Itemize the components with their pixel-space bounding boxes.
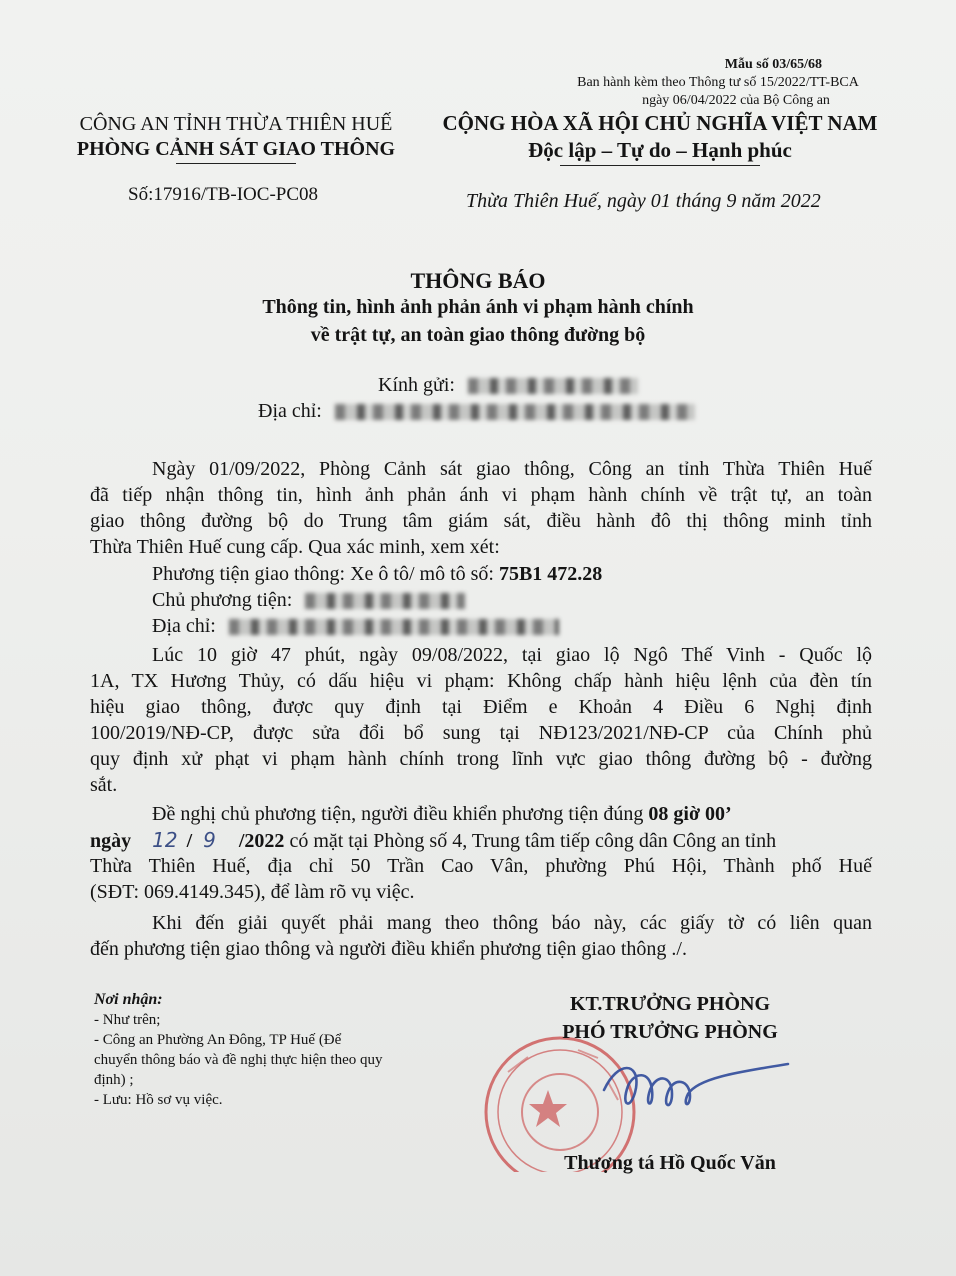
redacted-owner-address [229, 619, 559, 635]
receiver-item: - Như trên; [94, 1012, 161, 1028]
redacted-recipient-name [468, 378, 638, 394]
signer-name: Thượng tá Hồ Quốc Văn [564, 1152, 776, 1174]
p3-line2-text: có mặt tại Phòng số 4, Trung tâm tiếp công dân Công an tỉnh [284, 830, 777, 852]
body-p3-line4: (SĐT: 069.4149.345), để làm rõ vụ việc. [90, 881, 415, 903]
signature-line1: KT.TRƯỞNG PHÒNG [570, 993, 770, 1015]
owner-label: Chủ phương tiện: [152, 589, 293, 611]
body-p4-line1: Khi đến giải quyết phải mang theo thông báo này, các giấy tờ có liên quan [152, 912, 872, 934]
receiver-item: định) ; [94, 1072, 134, 1088]
agency-parent: CÔNG AN TỈNH THỪA THIÊN HUẾ [79, 113, 393, 135]
national-motto: Độc lập – Tự do – Hạnh phúc [528, 138, 792, 162]
form-number-block [556, 56, 880, 110]
p3-line1-text: Đề nghị chủ phương tiện, người điều khiển phương tiện đúng [152, 803, 649, 825]
owner-line [152, 587, 872, 613]
agency-header [60, 112, 412, 164]
body-p2-line4: 100/2019/NĐ-CP, được sửa đổi bổ sung tại NĐ123/2021/NĐ-CP của Chính phủ [90, 722, 872, 744]
body-p2-line1: Lúc 10 giờ 47 phút, ngày 09/08/2022, tại giao lộ Ngô Thế Vinh - Quốc lộ [152, 644, 872, 666]
appointment-month-handwritten: 9 [203, 828, 216, 852]
body-p1-line3: giao thông đường bộ do Trung tâm giám sát, điều hành đô thị thông minh tỉnh [90, 510, 872, 532]
body-p1-line2: đã tiếp nhận thông tin, hình ảnh phản ánh vi phạm hành chính về trật tự, an toàn [90, 484, 872, 506]
body-p2-line6: sắt. [90, 774, 118, 796]
body-p1-line4: Thừa Thiên Huế cung cấp. Qua xác minh, xem xét: [90, 536, 500, 558]
body-p4-line2: đến phương tiện giao thông và người điều khiển phương tiện giao thông ./. [90, 938, 687, 960]
handwritten-signature-icon [598, 1050, 798, 1130]
body-p2-line3: hiệu giao thông, được quy định tại Điểm e Khoản 4 Điều 6 Nghị định [90, 696, 872, 718]
recipient-address-label: Địa chỉ: [258, 400, 322, 422]
national-title: CỘNG HÒA XÃ HỘI CHỦ NGHĨA VIỆT NAM [442, 111, 878, 135]
owner-address-line [152, 613, 872, 639]
body-p3-line2: ngày 12 / 9 /2022 có mặt tại Phòng số 4, Trung tâm tiếp công dân Công an tỉnh [90, 828, 777, 852]
receiver-item: - Công an Phường An Đông, TP Huế (Để [94, 1032, 342, 1048]
appointment-day-handwritten: 12 [152, 828, 178, 852]
document-number: Số:17916/TB-IOC-PC08 [128, 184, 319, 205]
place-date: Thừa Thiên Huế, ngày 01 tháng 9 năm 2022 [466, 190, 821, 212]
signature-heading [510, 990, 830, 1046]
redacted-owner-name [305, 593, 465, 609]
body-p3-line3: Thừa Thiên Huế, địa chỉ 50 Trần Cao Vân, phường Phú Hội, Thành phố Huế [90, 855, 872, 877]
receivers-title: Nơi nhận: [94, 991, 163, 1008]
recipient-to [378, 374, 638, 397]
form-number: Mẫu số 03/65/68 [724, 57, 822, 72]
appointment-ngay: ngày [90, 830, 132, 852]
redacted-recipient-address [335, 404, 695, 420]
recipient-to-label: Kính gửi: [378, 374, 455, 396]
recipient-address [258, 400, 695, 423]
vehicle-line [152, 561, 872, 587]
body-p3-line1 [152, 801, 872, 827]
document-subtitle-2: về trật tự, an toàn giao thông đường bộ [310, 324, 646, 346]
owner-address-label: Địa chỉ: [152, 615, 216, 637]
vehicle-plate: 75B1 472.28 [498, 563, 603, 585]
document-subtitle-1: Thông tin, hình ảnh phản ánh vi phạm hành chính [262, 296, 694, 318]
agency-name: PHÒNG CẢNH SÁT GIAO THÔNG [76, 138, 396, 160]
appointment-year: /2022 [238, 830, 285, 852]
document-title: THÔNG BÁO [410, 268, 546, 293]
motto-underline [560, 165, 760, 166]
form-issued-with: Ban hành kèm theo Thông tư số 15/2022/TT-BCA [577, 75, 859, 90]
receiver-item: chuyển thông báo và đề nghị thực hiện theo quy [94, 1052, 383, 1068]
receiver-item: - Lưu: Hồ sơ vụ việc. [94, 1092, 223, 1108]
receivers-block [94, 990, 382, 1110]
vehicle-label: Phương tiện giao thông: Xe ô tô/ mô tô số: [152, 563, 499, 585]
body-p2-line5: quy định xử phạt vi phạm hành chính trong lĩnh vực giao thông đường bộ - đường [90, 748, 872, 770]
appointment-time: 08 giờ 00’ [648, 803, 732, 825]
signature-line2: PHÓ TRƯỞNG PHÒNG [562, 1021, 778, 1043]
agency-underline [176, 163, 296, 164]
body-p1-line1: Ngày 01/09/2022, Phòng Cảnh sát giao thông, Công an tỉnh Thừa Thiên Huế [152, 458, 872, 480]
form-issued-date: ngày 06/04/2022 của Bộ Công an [642, 93, 830, 108]
body-p2-line2: 1A, TX Hương Thủy, có dấu hiệu vi phạm: Không chấp hành hiệu lệnh của đèn tín [90, 670, 872, 692]
national-header [430, 110, 890, 166]
